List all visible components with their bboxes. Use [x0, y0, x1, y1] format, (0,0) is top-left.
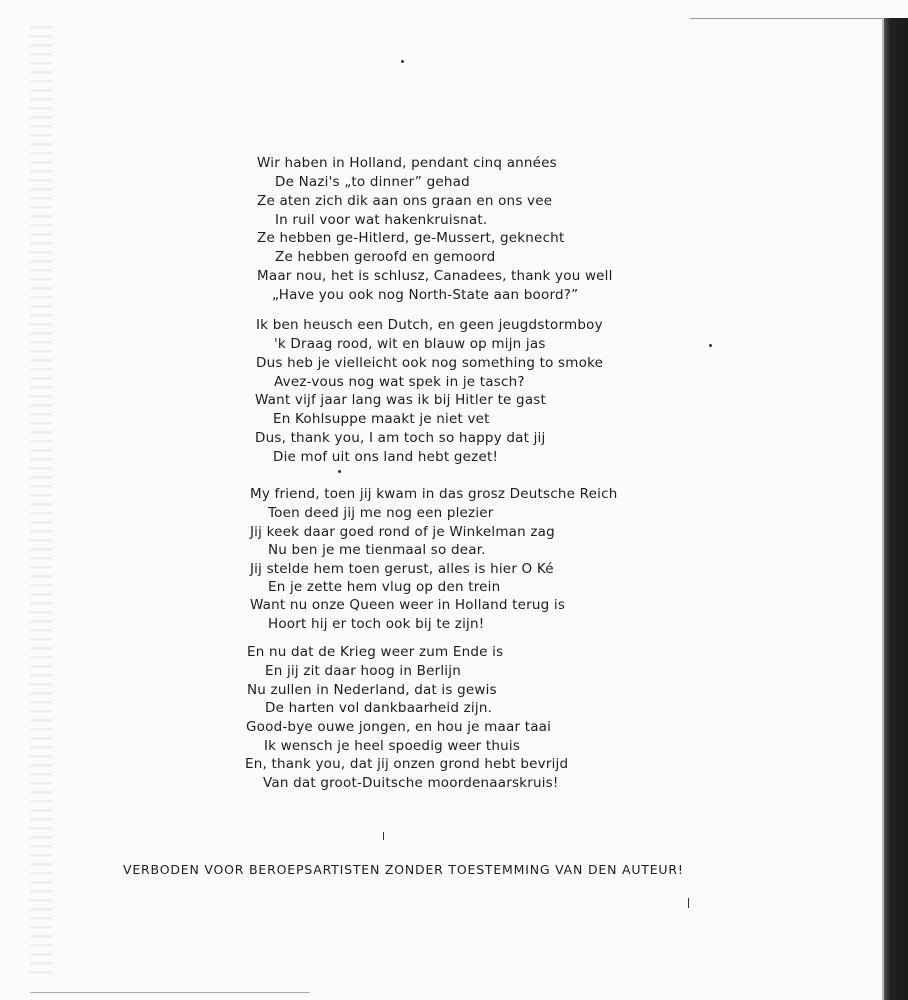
poem-line: Ze aten zich dik aan ons graan en ons vee [257, 193, 553, 209]
poem-line: Wir haben in Holland, pendant cinq années [257, 155, 557, 171]
scan-bottom-line [30, 992, 310, 993]
poem-line: Ze hebben ge-Hitlerd, ge-Mussert, geknecht [257, 230, 565, 246]
poem-line: De harten vol dankbaarheid zijn. [265, 700, 493, 716]
poem-line: Ik ben heusch een Dutch, en geen jeugdstormboy [256, 317, 603, 333]
poem-line: Want vijf jaar lang was ik bij Hitler te gast [255, 392, 547, 408]
poem-line: Ik wensch je heel spoedig weer thuis [264, 738, 521, 754]
poem-line: Toen deed jij me nog een plezier [268, 505, 494, 521]
poem-line: Dus, thank you, I am toch so happy dat jij [255, 430, 546, 446]
poem-line: Maar nou, het is schlusz, Canadees, thank you well [257, 268, 613, 284]
poem-line: Want nu onze Queen weer in Holland terug is [250, 597, 566, 613]
poem-line: Van dat groot-Duitsche moordenaarskruis! [263, 775, 559, 791]
poem-line: Die mof uit ons land hebt gezet! [273, 449, 499, 465]
poem-line: Hoort hij er toch ook bij te zijn! [268, 616, 485, 632]
poem-line: „Have you ook nog North-State aan boord?” [272, 287, 579, 303]
poem-line: Nu zullen in Nederland, dat is gewis [247, 682, 497, 698]
poem-line: Dus heb je vielleicht ook nog something to smoke [256, 355, 604, 371]
poem-line: Good-bye ouwe jongen, en hou je maar taai [246, 719, 552, 735]
poem-line: En, thank you, dat jij onzen grond hebt bevrijd [245, 756, 569, 772]
poem-line: En je zette hem vlug op den trein [268, 579, 501, 595]
poem-line: Ze hebben geroofd en gemoord [275, 249, 496, 265]
poem-line: En jij zit daar hoog in Berlijn [265, 663, 461, 679]
poem-line: Jij stelde hem toen gerust, alles is hier O Ké [250, 561, 554, 577]
scan-left-speckle [30, 20, 52, 980]
poem-line: Nu ben je me tienmaal so dear. [268, 542, 486, 558]
poem-line: En Kohlsuppe maakt je niet vet [273, 411, 490, 427]
scan-speck [401, 60, 404, 63]
poem-line: In ruil voor wat hakenkruisnat. [275, 212, 488, 228]
page-edge-shadow [884, 18, 908, 1000]
poem-line: 'k Draag rood, wit en blauw op mijn jas [274, 336, 546, 352]
poem-line: Jij keek daar goed rond of je Winkelman zag [250, 524, 555, 540]
scan-top-line [690, 18, 890, 19]
poem-line: Avez-vous nog wat spek in je tasch? [274, 374, 525, 390]
scan-speck [688, 898, 689, 908]
scan-speck [383, 832, 384, 840]
copyright-notice: VERBODEN VOOR BEROEPSARTISTEN ZONDER TOESTEMMING VAN DEN AUTEUR! [123, 862, 684, 877]
scan-speck [709, 344, 712, 347]
scan-speck [338, 470, 341, 473]
poem-line: En nu dat de Krieg weer zum Ende is [247, 644, 504, 660]
poem-line: My friend, toen jij kwam in das grosz Deutsche Reich [250, 486, 618, 502]
poem-line: De Nazi's „to dinner” gehad [275, 174, 470, 190]
